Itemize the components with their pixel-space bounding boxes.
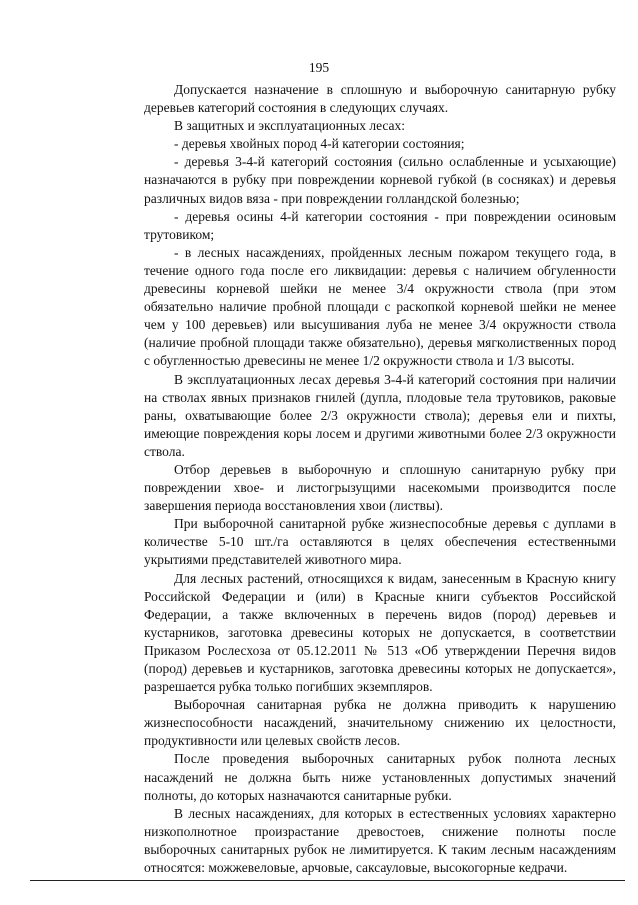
- footer-rule: [30, 880, 625, 881]
- paragraph-red-book: Для лесных растений, относящихся к видам, занесенным в Красную книгу Российской Федерации и (или) в Красные книги субъектов Российской Федерации, а также включенных в перечень видов (пород) деревьев и кустарников, заготовка древесины которых не допускается, в соответствии Приказом Рослесхоза от 05.12.2011 № 513 «Об утверждении Перечня видов (пород) деревьев и кустарников, заготовка древесины которых не допускается», разрешается рубка только погибших экземпляров.: [144, 570, 616, 695]
- list-item-fire: - в лесных насаждениях, пройденных лесным пожаром текущего года, в течение одного года после его ликвидации: деревья с наличием обгуленности древесины корневой шейки не менее 3/4 окружности ствола (при этом обязательно наличие пробной площади с раскопкой корневой шейки не менее чем у 100 деревьев) или высушивания луба не менее 3/4 окружности ствола (наличие пробной площади также обязательно), деревья мягколиственных пород с обугленностью древесины не менее 1/2 окружности ствола и 1/3 высоты.: [144, 244, 616, 369]
- list-item-aspen: - деревья осины 4-й категории состояния - при повреждении осиновым трутовиком;: [144, 208, 616, 242]
- page-number: 195: [308, 60, 330, 75]
- paragraph-hollow-trees: При выборочной санитарной рубке жизнеспособные деревья с дуплами в количестве 5-10 шт./га оставляются в целях обеспечения естественными укрытиями представителей животного мира.: [144, 516, 616, 568]
- paragraph-intro: Допускается назначение в сплошную и выборочную санитарную рубку деревьев категорий состояния в следующих случаях.: [144, 82, 616, 116]
- document-body: [144, 81, 616, 877]
- paragraph-protective-forests: В защитных и эксплуатационных лесах:: [174, 118, 406, 134]
- paragraph-stand-density: После проведения выборочных санитарных рубок полнота лесных насаждений не должна быть ниже установленных допустимых значений полноты, до которых назначаются санитарные рубки.: [144, 751, 616, 803]
- paragraph-low-density-stands: В лесных насаждениях, для которых в естественных условиях характерно низкополнотное произрастание древостоев, снижение полноты после выборочных санитарных рубок не лимитируется. К таким лесным насаждениям относятся: можжевеловые, арчовые, саксауловые, высокогорные кедрачи.: [144, 805, 616, 876]
- list-item-root-fungus: - деревья 3-4-й категорий состояния (сильно ослабленные и усыхающие) назначаются в рубку при повреждении корневой губкой (в сосняках) и деревья различных видов вяза - при повреждении голландской болезнью;: [144, 154, 616, 206]
- list-item-conifers: - деревья хвойных пород 4-й категории состояния;: [174, 136, 465, 152]
- paragraph-exploitation-forests: В эксплуатационных лесах деревья 3-4-й категорий состояния при наличии на стволах явных признаков гнилей (дупла, плодовые тела трутовиков, раковые раны, охватывающие более 2/3 окружности ствола); деревья ели и пихты, имеющие повреждения коры лосем и другими животными более 2/3 окружности ствола.: [144, 371, 616, 459]
- paragraph-insect-damage: Отбор деревьев в выборочную и сплошную санитарную рубку при повреждении хвое- и листогрызущими насекомыми производится после завершения периода восстановления хвои (листвы).: [144, 461, 616, 514]
- paragraph-viability: Выборочная санитарная рубка не должна приводить к нарушению жизнеспособности насаждений, значительному снижению их целостности, продуктивности или целевых свойств лесов.: [144, 697, 616, 749]
